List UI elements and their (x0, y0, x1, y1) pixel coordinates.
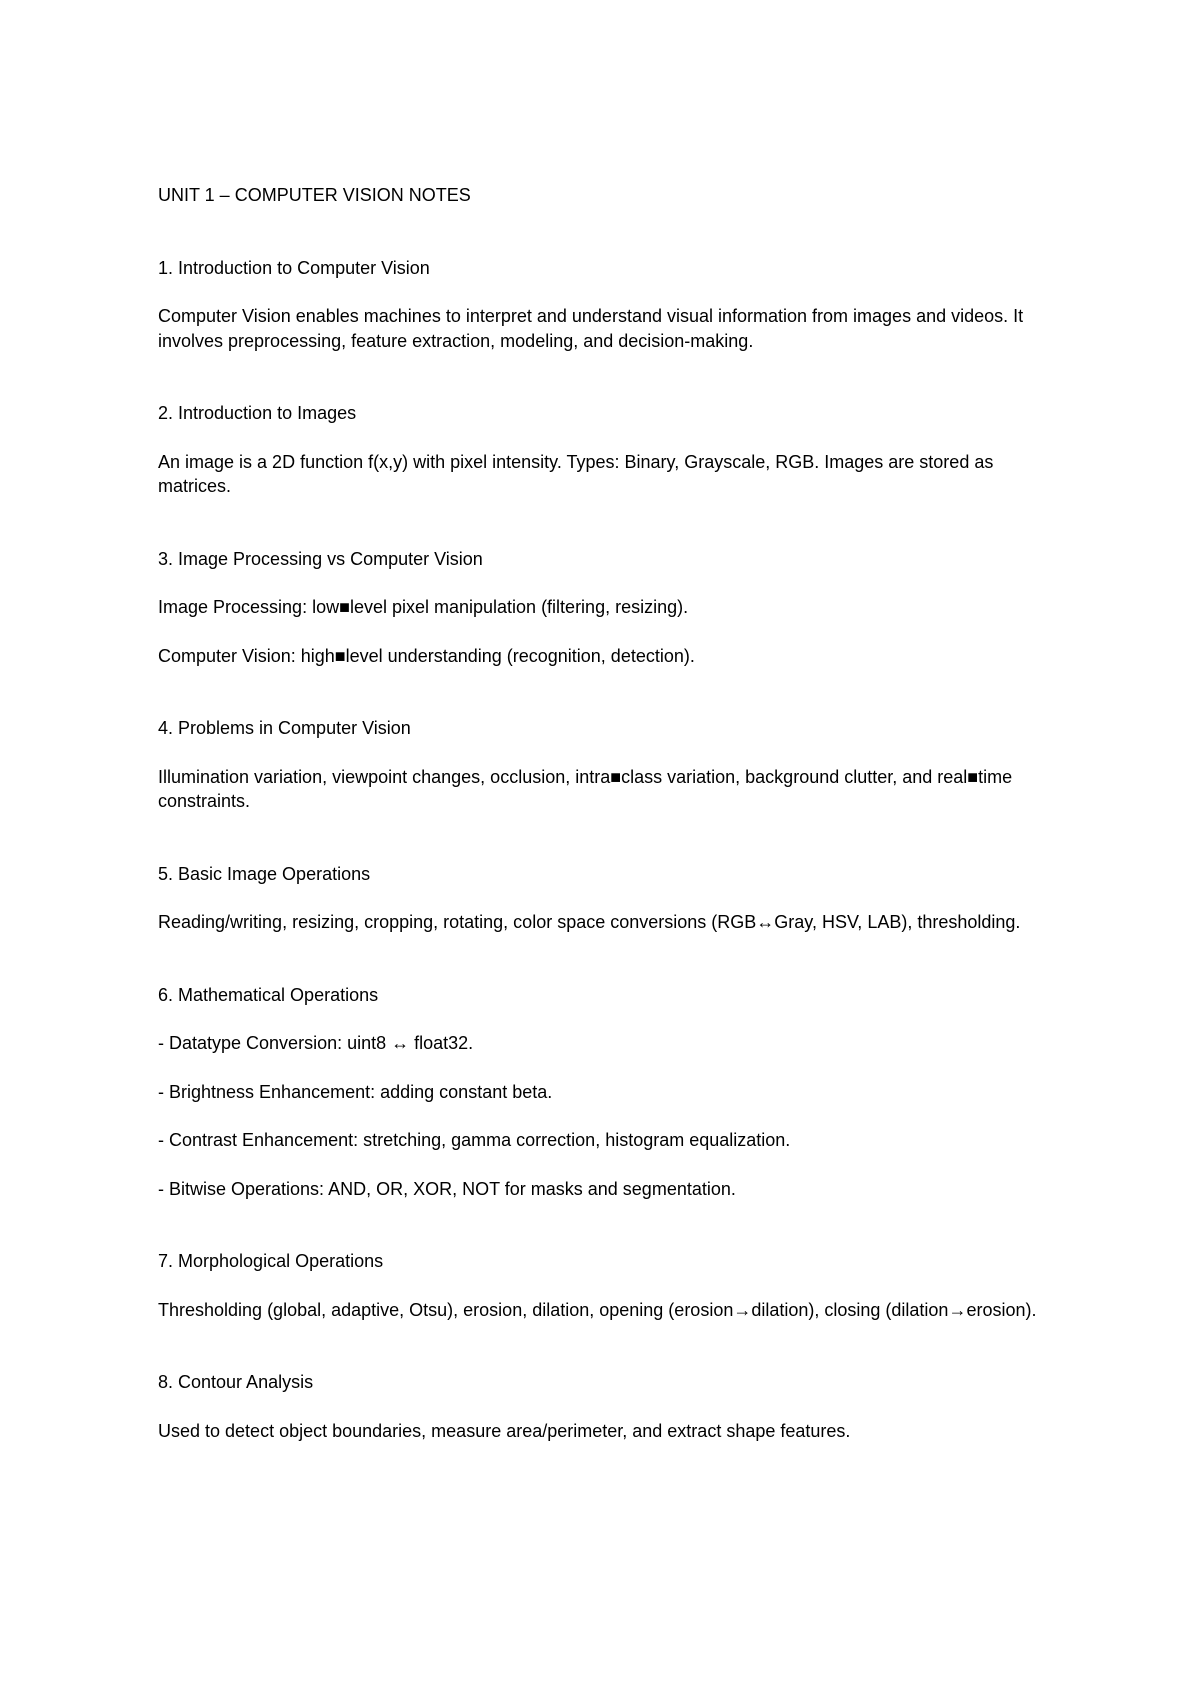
section-paragraph: Illumination variation, viewpoint changes, occlusion, intra■class variation, background clutter, and real■time constraints. (158, 766, 1013, 811)
section-heading: 3. Image Processing vs Computer Vision (158, 548, 483, 569)
section-heading: 4. Problems in Computer Vision (158, 718, 411, 738)
document-content (158, 183, 1058, 1491)
section-paragraph: Computer Vision: high■level understanding (recognition, detection). (158, 645, 695, 666)
section-heading: 6. Mathematical Operations (158, 984, 379, 1005)
section-heading: 1. Introduction to Computer Vision (158, 257, 430, 278)
section-heading: 7. Morphological Operations (158, 1251, 384, 1271)
section-paragraph: An image is a 2D function f(x,y) with pixel intensity. Types: Binary, Grayscale, RGB. Images are stored as matrices. (158, 451, 994, 496)
section-paragraph: - Brightness Enhancement: adding constant beta. (158, 1081, 553, 1102)
section-introduction-to-images (158, 401, 1058, 499)
section-contour-analysis (158, 1370, 1058, 1443)
section-introduction-to-computer-vision (158, 256, 1058, 354)
section-paragraph: Thresholding (global, adaptive, Otsu), erosion, dilation, opening (erosion→dilation), closing (dilation→erosion). (158, 1299, 1037, 1320)
section-heading: 2. Introduction to Images (158, 403, 357, 423)
section-image-processing-vs-computer-vision (158, 547, 1058, 669)
section-paragraph: Image Processing: low■level pixel manipulation (filtering, resizing). (158, 597, 689, 617)
section-heading: 5. Basic Image Operations (158, 863, 371, 884)
section-paragraph: Computer Vision enables machines to interpret and understand visual information from images and videos. It involves preprocessing, feature extraction, modeling, and decision-making. (158, 306, 1024, 351)
section-basic-image-operations (158, 862, 1058, 935)
section-paragraph: Used to detect object boundaries, measure area/perimeter, and extract shape features. (158, 1420, 851, 1441)
section-paragraph: - Contrast Enhancement: stretching, gamma correction, histogram equalization. (158, 1130, 791, 1150)
section-paragraph: Reading/writing, resizing, cropping, rotating, color space conversions (RGB↔Gray, HSV, LAB), thresholding. (158, 912, 1021, 932)
section-problems-in-computer-vision (158, 716, 1058, 814)
section-morphological-operations (158, 1249, 1058, 1322)
document-title: UNIT 1 – COMPUTER VISION NOTES (158, 185, 471, 205)
section-paragraph: - Datatype Conversion: uint8 ↔ float32. (158, 1033, 474, 1053)
section-paragraph: - Bitwise Operations: AND, OR, XOR, NOT for masks and segmentation. (158, 1178, 736, 1199)
section-heading: 8. Contour Analysis (158, 1372, 314, 1392)
section-mathematical-operations (158, 983, 1058, 1202)
